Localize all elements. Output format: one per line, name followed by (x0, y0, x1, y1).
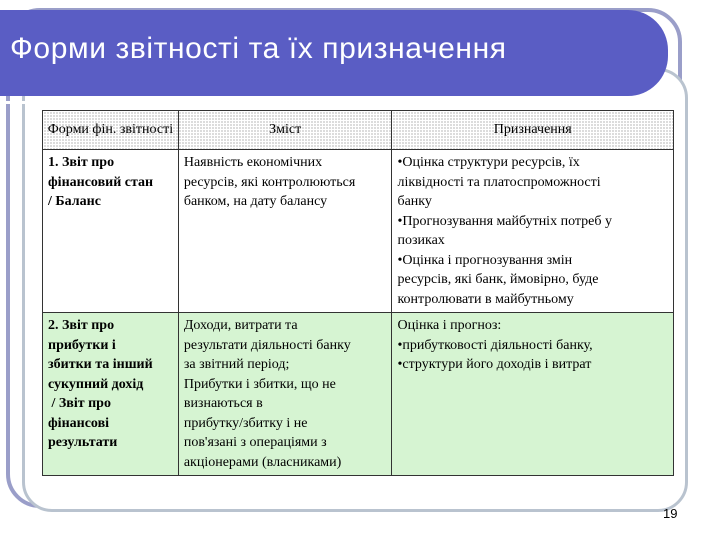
cell-content (178, 150, 392, 313)
cell-line: •Оцінка і прогнозування змін (397, 252, 573, 268)
cell-line: банку (397, 194, 432, 209)
cell-line: / Баланс (48, 194, 101, 209)
cell-line: контролювати в майбутньому (397, 291, 574, 307)
table-row (43, 150, 674, 313)
cell-line: визнаються в (183, 396, 263, 411)
cell-line: •Оцінка структури ресурсів, їх (397, 155, 580, 170)
header-content: Зміст (178, 111, 392, 150)
cell-line: акціонерами (власниками) (183, 454, 342, 470)
cell-line: результати (48, 435, 118, 450)
cell-form (43, 313, 179, 476)
table-row (43, 313, 674, 476)
table-header-row (43, 111, 674, 150)
cell-line: ресурсів, які контролюються (183, 174, 356, 190)
cell-line: прибутки і (48, 337, 116, 353)
header-forms: Форми фін. звітності (43, 111, 179, 150)
cell-line: за звітний період; (183, 357, 290, 372)
title-underline (0, 101, 632, 104)
cell-line: Оцінка і прогноз: (397, 318, 502, 333)
cell-line: фінансовий стан (48, 174, 154, 190)
slide-title: Форми звітності та їх призначення (10, 32, 507, 65)
cell-line: 1. Звіт про (48, 155, 115, 170)
report-forms-table (42, 110, 674, 476)
cell-line: результати діяльності банку (183, 337, 351, 353)
cell-line: Доходи, витрати та (183, 318, 298, 333)
cell-line: Наявність економічних (183, 155, 323, 170)
cell-line: ліквідності та платоспроможності (397, 174, 601, 190)
cell-line: Прибутки і збитки, що не (183, 376, 336, 392)
cell-line: ресурсів, які банк, ймовірно, буде (397, 272, 599, 287)
cell-line: •Прогнозування майбутніх потреб у (397, 213, 613, 229)
cell-purpose (392, 150, 674, 313)
title-bar (0, 10, 668, 96)
cell-line: банком, на дату балансу (183, 194, 328, 209)
cell-purpose (392, 313, 674, 476)
cell-line: фінансові (48, 415, 110, 431)
cell-line: / Звіт про (48, 396, 111, 411)
cell-line: 2. Звіт про (48, 318, 115, 333)
cell-line: пов'язані з операціями з (183, 435, 327, 450)
cell-line: прибутку/збитку і не (183, 415, 308, 431)
cell-form (43, 150, 179, 313)
cell-line: позиках (397, 233, 445, 248)
cell-line: •структури його доходів і витрат (397, 357, 592, 372)
header-purpose: Призначення (392, 111, 674, 150)
cell-content (178, 313, 392, 476)
cell-line: сукупний дохід (48, 376, 144, 392)
cell-line: збитки та інший (48, 357, 153, 372)
cell-line: •прибутковості діяльності банку, (397, 337, 593, 353)
page-number: 19 (663, 506, 678, 521)
